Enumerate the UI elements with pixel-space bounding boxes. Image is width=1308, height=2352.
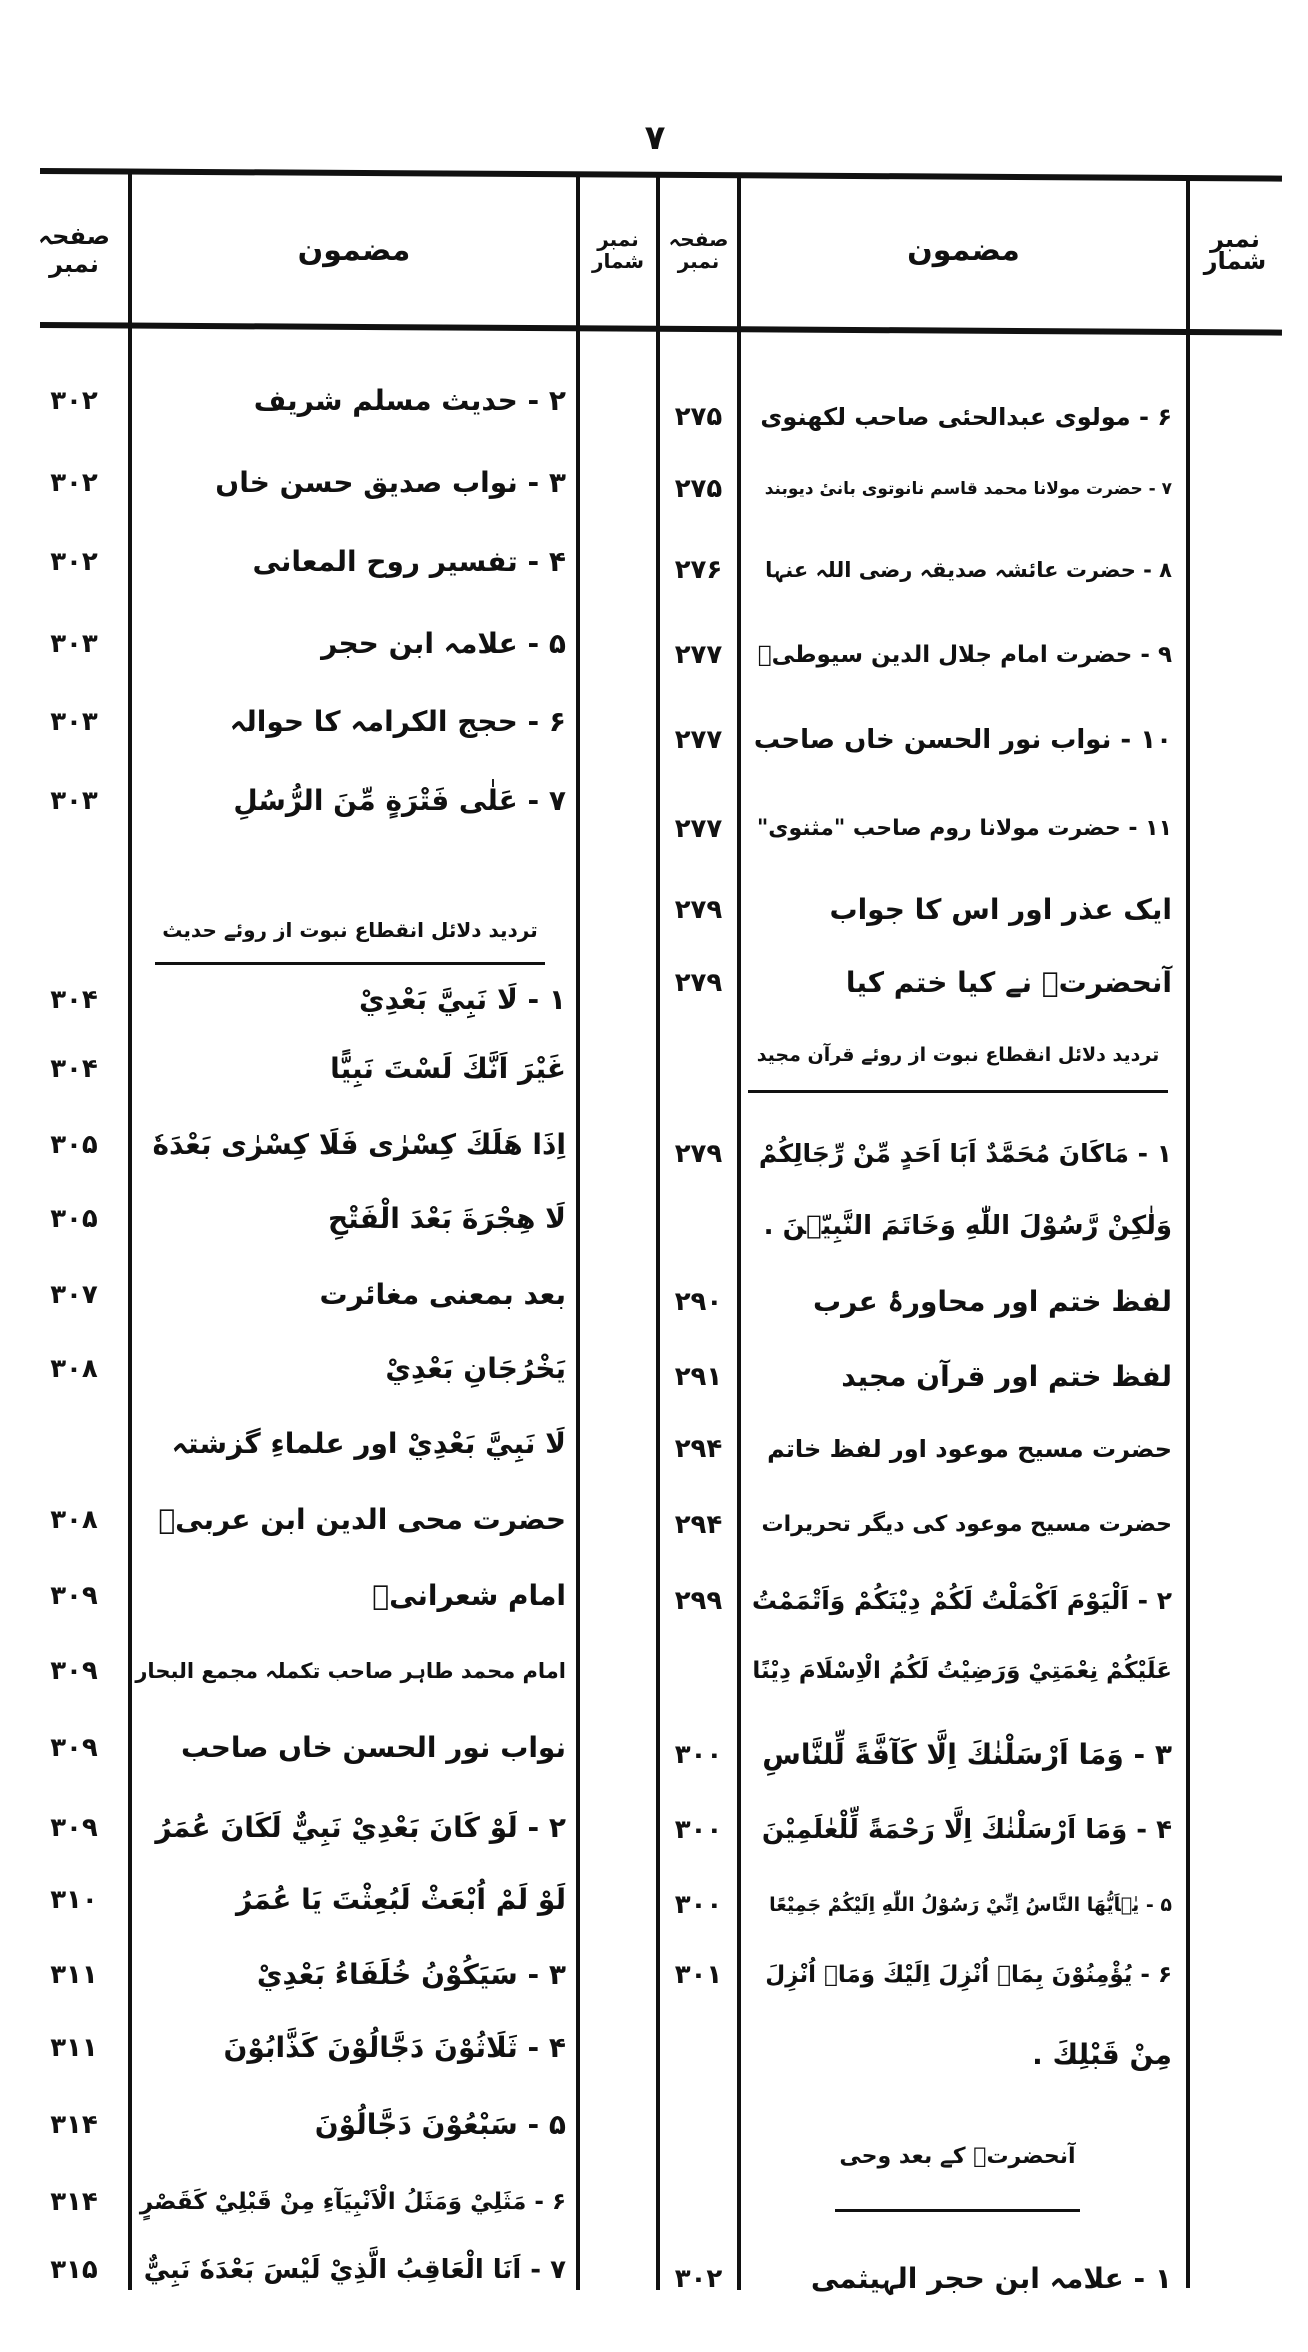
toc-entry-title: بعد بمعنی مغائرت: [319, 1278, 566, 1311]
toc-entry-title: ۵ - سَبْعُوْنَ دَجَّالُوْنَ: [314, 2108, 566, 2141]
toc-entry-title: ۱۱ - حضرت مولانا روم صاحب "مثنوی": [756, 816, 1172, 841]
toc-entry-title: لَوْ لَمْ اُبْعَثْ لَبُعِثْتَ يَا عُمَرُ: [236, 1883, 566, 1916]
toc-entry-title: ۷ - عَلٰى فَتْرَةٍ مِّنَ الرُّسُلِ: [233, 784, 566, 817]
column-divider: [128, 172, 132, 2290]
toc-entry-title: مِنْ قَبْلِكَ .: [1032, 2038, 1172, 2071]
toc-entry-page: [660, 1206, 737, 1246]
header-subject-left: مضمون: [297, 232, 411, 268]
toc-entry-page: ۲۹۴: [674, 1434, 723, 1464]
toc-entry-page: ۳۰۸: [50, 1505, 98, 1535]
toc-entry-title: ۳ - سَيَكُوْنُ خُلَفَاءُ بَعْدِيْ: [256, 1958, 566, 1991]
toc-entry-title: ۷ - اَنَا الْعَاقِبُ الَّذِيْ لَيْسَ بَعْدَهٗ نَبِيٌّ: [143, 2255, 566, 2285]
toc-entry-page: ۲۷۷: [674, 640, 723, 670]
toc-entry-title: لَا هِجْرَةَ بَعْدَ الْفَتْحِ: [328, 1202, 566, 1235]
section-heading: آنحضرتؐ کے بعد وحی: [839, 2144, 1076, 2169]
column-divider: [1186, 176, 1190, 2288]
heading-underline: [155, 962, 545, 965]
toc-entry-title: آنحضرتؐ نے کیا ختم کیا: [845, 966, 1172, 999]
toc-entry-page: ۳۱۱: [50, 1960, 98, 1990]
toc-entry-title: حضرت مسیح موعود کی دیگر تحریرات: [761, 1512, 1172, 1537]
toc-entry-title: ۶ - مَثَلِيْ وَمَثَلُ الْاَنْبِيَآءِ مِنْ قَبْلِيْ كَقَصْرٍ: [139, 2189, 566, 2215]
toc-entry-page: ۲۷۹: [674, 1139, 723, 1169]
toc-entry-title: ۱ - علامہ ابن حجر الہیثمی: [810, 2262, 1172, 2295]
header-page-no-left: صفحہ نمبر: [38, 222, 110, 278]
toc-entry-title: ۸ - حضرت عائشہ صدیقہ رضی اللہ عنہا: [765, 558, 1172, 582]
column-divider: [737, 174, 741, 2290]
toc-entry-title: لفظ ختم اور قرآن مجید: [841, 1360, 1172, 1393]
toc-entry-page: ۲۷۷: [674, 814, 723, 844]
toc-entry-page: ۲۹۱: [674, 1362, 723, 1392]
toc-entry-page: ۲۷۵: [674, 402, 723, 432]
toc-entry-title: ۷ - حضرت مولانا محمد قاسم نانوتوی بانیٔ دیوبند: [764, 479, 1172, 499]
toc-entry-page: ۳۰۸: [50, 1354, 98, 1384]
toc-entry-page: ۳۰۵: [50, 1204, 98, 1234]
toc-entry-page: ۳۰۲: [674, 2264, 723, 2294]
toc-entry-page: ۳۰۲: [50, 386, 98, 416]
toc-entry-page: ۳۰۰: [674, 1890, 723, 1920]
toc-entry-title: ۲ - اَلْيَوْمَ اَكْمَلْتُ لَكُمْ دِيْنَكُمْ وَاَتْمَمْتُ: [751, 1586, 1172, 1615]
toc-entry-title: ۴ - تفسیر روح المعانی: [252, 545, 566, 578]
toc-entry-page: ۳۰۴: [50, 1054, 98, 1084]
toc-entry-title: اِذَا هَلَكَ كِسْرٰى فَلَا كِسْرٰى بَعْدَهٗ: [152, 1128, 566, 1161]
header-page-no-right: صفحہ نمبر: [668, 227, 729, 273]
toc-entry-title: ۲ - لَوْ كَانَ بَعْدِيْ نَبِيٌّ لَكَانَ عُمَرُ: [155, 1811, 566, 1844]
toc-entry-page: [660, 1651, 737, 1691]
toc-entry-page: ۲۹۹: [674, 1586, 723, 1616]
toc-entry-title: ایک عذر اور اس کا جواب: [829, 893, 1172, 926]
toc-entry-title: ۴ - ثَلَاثُوْنَ دَجَّالُوْنَ كَذَّابُوْنَ: [223, 2031, 566, 2064]
toc-entry-title: حضرت محی الدین ابن عربیؒ: [158, 1503, 566, 1536]
column-divider: [576, 172, 580, 2290]
toc-entry-title: ۶ - مولوی عبدالحئی صاحب لکھنوی: [760, 403, 1172, 431]
toc-entry-page: ۳۰۹: [50, 1656, 98, 1686]
toc-entry-page: ۲۷۹: [674, 895, 723, 925]
toc-entry-page: ۲۷۷: [674, 725, 723, 755]
toc-entry-title: وَلٰكِنْ رَّسُوْلَ اللّٰهِ وَخَاتَمَ النَّبِيّٖنَ .: [763, 1211, 1172, 1241]
toc-entry-title: ۲ - حدیث مسلم شریف: [253, 384, 566, 417]
toc-entry-title: ۹ - حضرت امام جلال الدین سیوطیؒ: [757, 642, 1172, 668]
heading-underline: [748, 1090, 1168, 1093]
toc-entry-page: ۳۰۷: [50, 1280, 98, 1310]
toc-entry-page: [660, 2035, 737, 2075]
toc-entry-page: ۲۷۹: [674, 968, 723, 998]
toc-entry-page: ۳۱۱: [50, 2033, 98, 2063]
toc-entry-title: امام محمد طاہر صاحب تکملہ مجمع البحار: [135, 1659, 566, 1683]
toc-entry-page: ۳۱۴: [50, 2110, 98, 2140]
toc-entry-page: ۲۷۶: [674, 555, 723, 585]
toc-entry-title: ۴ - وَمَا اَرْسَلْنٰكَ اِلَّا رَحْمَةً لِّلْعٰلَمِيْنَ: [761, 1815, 1172, 1845]
toc-entry-title: لَا نَبِيَّ بَعْدِيْ اور علماءِ گزشتہ: [171, 1427, 566, 1460]
toc-entry-page: ۳۰۳: [50, 707, 98, 737]
toc-entry-title: عَلَيْكُمْ نِعْمَتِيْ وَرَضِيْتُ لَكُمُ الْاِسْلَامَ دِيْنًا: [752, 1658, 1172, 1684]
toc-entry-page: ۲۷۵: [674, 474, 723, 504]
header-bottom-rule: [40, 322, 1282, 336]
toc-entry-title: ۳ - نواب صدیق حسن خاں: [215, 466, 566, 499]
toc-entry-page: ۳۱۵: [50, 2255, 98, 2285]
toc-entry-title: يَخْرُجَانِ بَعْدِيْ: [385, 1352, 566, 1385]
heading-underline: [835, 2209, 1080, 2212]
toc-entry-title: نواب نور الحسن خاں صاحب: [181, 1731, 566, 1764]
toc-entry-page: [20, 1424, 128, 1464]
toc-entry-page: ۳۱۴: [50, 2187, 98, 2217]
toc-entry-page: ۳۰۳: [50, 786, 98, 816]
toc-entry-page: ۳۰۳: [50, 629, 98, 659]
toc-entry-page: ۳۰۰: [674, 1815, 723, 1845]
header-subject-right: مضمون: [907, 232, 1020, 268]
toc-entry-page: ۳۰۲: [50, 547, 98, 577]
table-top-rule: [40, 168, 1282, 182]
toc-entry-title: ۵ - علامہ ابن حجر: [321, 627, 566, 660]
toc-entry-page: ۳۰۰: [674, 1740, 723, 1770]
toc-entry-title: ۳ - وَمَا اَرْسَلْنٰكَ اِلَّا كَآفَّةً لِّلنَّاسِ: [762, 1738, 1172, 1771]
toc-entry-title: ۵ - يٰۤاَيُّهَا النَّاسُ اِنِّيْ رَسُوْلُ اللّٰهِ اِلَيْكُمْ جَمِيْعًا: [769, 1894, 1172, 1916]
header-serial-right: نمبر شمار: [1203, 225, 1267, 275]
toc-entry-title: حضرت مسیح موعود اور لفظ خاتم: [767, 1435, 1172, 1463]
toc-entry-page: ۳۰۹: [50, 1813, 98, 1843]
toc-entry-title: ۱ - لَا نَبِيَّ بَعْدِيْ: [359, 983, 566, 1016]
toc-entry-title: امام شعرانیؒ: [372, 1579, 566, 1612]
header-serial-left: نمبر شمار: [591, 227, 645, 273]
toc-entry-page: ۳۱۰: [50, 1885, 98, 1915]
section-heading: تردید دلائل انقطاع نبوت از روئے حدیث: [162, 918, 538, 942]
toc-entry-title: ۶ - يُؤْمِنُوْنَ بِمَاۤ اُنْزِلَ اِلَيْكَ وَمَاۤ اُنْزِلَ: [765, 1962, 1172, 1988]
toc-entry-page: ۳۰۹: [50, 1581, 98, 1611]
toc-entry-page: ۳۰۹: [50, 1733, 98, 1763]
toc-entry-title: لفظ ختم اور محاورۂ عرب: [813, 1285, 1172, 1318]
toc-entry-title: ۱ - مَاكَانَ مُحَمَّدٌ اَبَا اَحَدٍ مِّنْ رِّجَالِكُمْ: [758, 1139, 1172, 1168]
toc-entry-title: ۱۰ - نواب نور الحسن خاں صاحب: [753, 725, 1172, 755]
toc-entry-page: ۳۰۱: [674, 1960, 723, 1990]
toc-entry-title: ۶ - حجج الکرامہ کا حوالہ: [229, 705, 566, 738]
toc-entry-page: ۳۰۴: [50, 985, 98, 1015]
toc-entry-page: ۲۹۰: [674, 1287, 723, 1317]
section-heading: تردید دلائل انقطاع نبوت از روئے قرآن مجید: [756, 1044, 1160, 1066]
toc-entry-page: ۲۹۴: [674, 1510, 723, 1540]
toc-entry-title: غَيْرَ اَنَّكَ لَسْتَ نَبِيًّا: [330, 1052, 566, 1085]
toc-entry-page: ۳۰۲: [50, 468, 98, 498]
toc-entry-page: ۳۰۵: [50, 1130, 98, 1160]
page-number: ۷: [644, 118, 666, 158]
